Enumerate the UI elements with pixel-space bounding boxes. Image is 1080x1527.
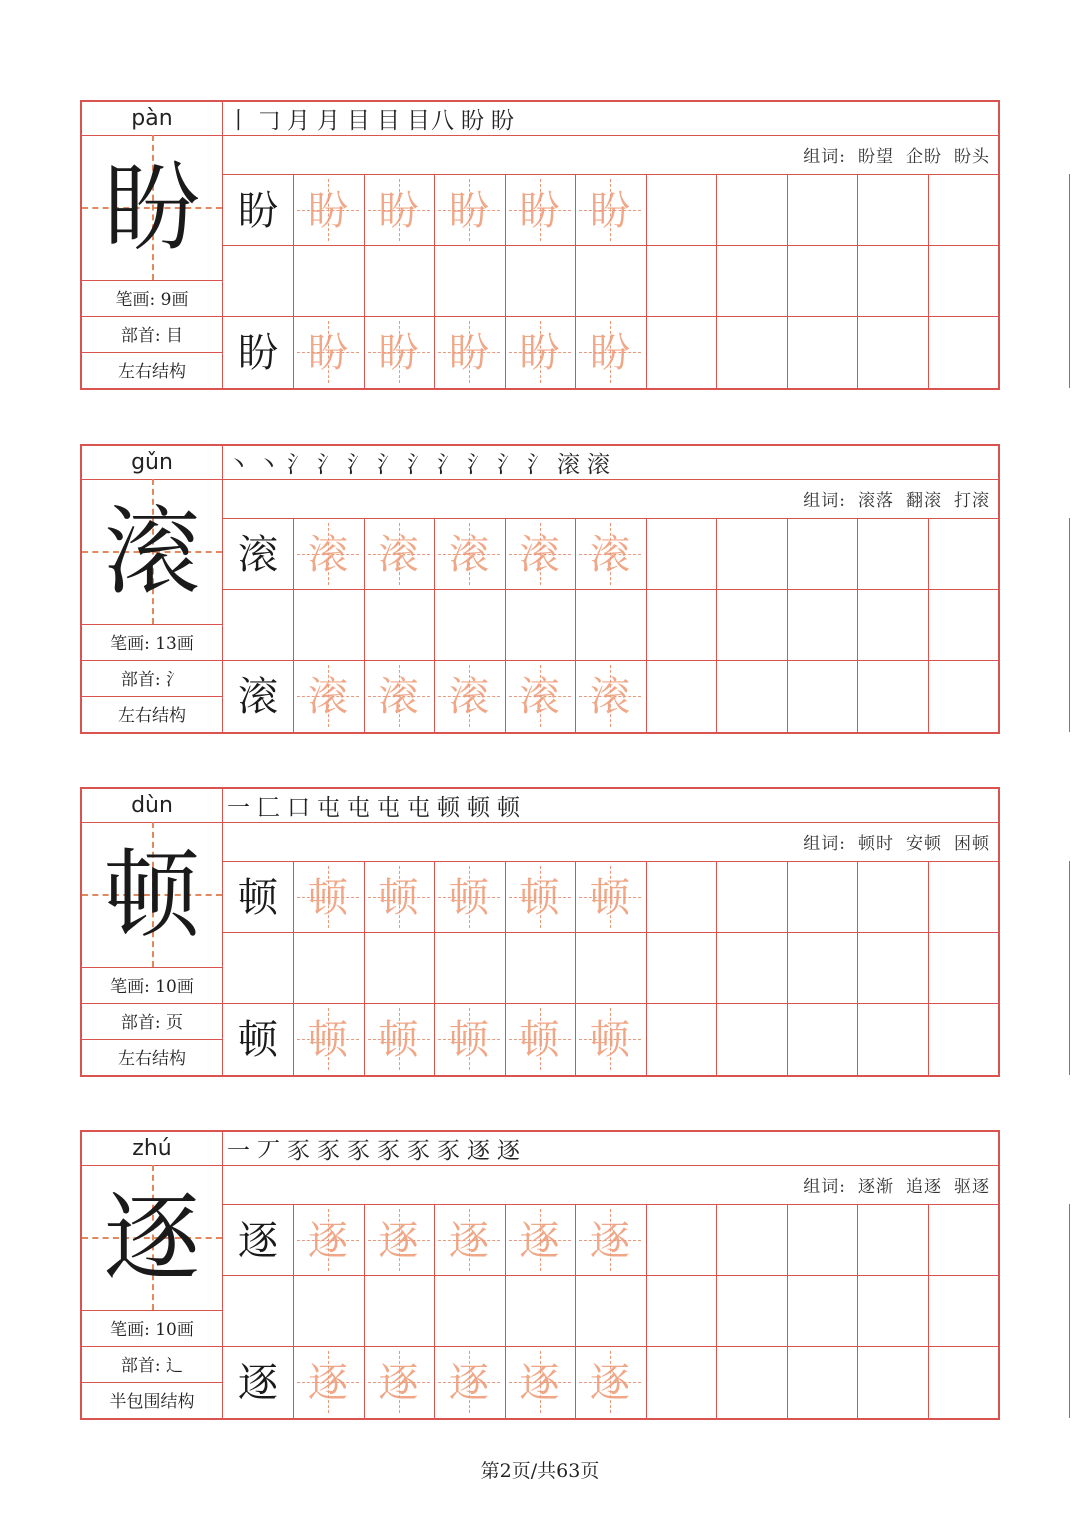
grid-line — [787, 518, 788, 732]
pinyin: gǔn — [131, 449, 173, 475]
trace-character: 顿 — [308, 1016, 348, 1063]
trace-character: 顿 — [519, 1016, 560, 1063]
grid-line — [857, 1204, 858, 1418]
trace-character: 滚 — [378, 673, 419, 720]
structure: 左右结构 — [118, 362, 186, 382]
main-character-box — [82, 479, 222, 624]
character-card — [80, 1130, 1000, 1420]
stroke-step: 豕 — [347, 1137, 371, 1164]
trace-character: 滚 — [378, 531, 419, 578]
trace-character: 盼 — [308, 187, 348, 234]
character-card — [80, 444, 1000, 734]
grid-line — [716, 1204, 717, 1418]
stroke-step: 逐 — [497, 1137, 521, 1164]
grid-line — [716, 518, 717, 732]
words-label: 组词: — [803, 491, 846, 511]
stroke-order — [227, 446, 987, 478]
words-label: 组词: — [803, 834, 846, 854]
trace-character: 盼 — [519, 187, 560, 234]
stroke-step: 𠃌 — [257, 107, 281, 134]
radical: 部首: 氵 — [120, 670, 184, 690]
trace-character: 顿 — [378, 874, 419, 921]
grid-line — [928, 174, 929, 388]
trace-character: 逐 — [590, 1217, 630, 1264]
grid-line — [1069, 861, 1070, 1075]
word-examples — [803, 829, 990, 854]
example-word: 顿时 — [858, 834, 894, 854]
structure: 半包围结构 — [109, 1392, 195, 1412]
stroke-step: 丆 — [257, 1137, 281, 1164]
pinyin: pàn — [131, 105, 173, 131]
pinyin: dùn — [131, 792, 173, 818]
grid-line — [998, 518, 999, 732]
trace-character: 逐 — [449, 1217, 489, 1264]
grid-line — [857, 174, 858, 388]
trace-character: 滚 — [308, 531, 348, 578]
model-character: 滚 — [238, 531, 278, 578]
example-word: 盼头 — [954, 147, 990, 167]
stroke-step: 月 — [287, 107, 311, 134]
stroke-step: 丨 — [227, 107, 251, 134]
stroke-step: 目八 — [407, 107, 455, 134]
stroke-step: 顿 — [437, 794, 461, 821]
stroke-order — [227, 789, 987, 821]
example-word: 逐渐 — [858, 1177, 894, 1197]
stroke-order — [227, 102, 987, 134]
stroke-step: 氵 — [527, 451, 551, 478]
grid-line — [928, 518, 929, 732]
stroke-step: 匚 — [257, 794, 281, 821]
structure: 左右结构 — [118, 1049, 186, 1069]
example-word: 盼望 — [858, 147, 894, 167]
stroke-step: 一 — [227, 794, 251, 821]
main-character: 盼 — [104, 151, 200, 264]
trace-character: 滚 — [519, 531, 560, 578]
radical: 部首: 目 — [120, 326, 184, 346]
stroke-step: 口 — [287, 794, 311, 821]
trace-character: 顿 — [590, 874, 630, 921]
trace-character: 盼 — [519, 329, 560, 376]
trace-character: 滚 — [590, 673, 630, 720]
stroke-step: 豕 — [287, 1137, 311, 1164]
trace-character: 顿 — [449, 874, 489, 921]
stroke-step: 屯 — [347, 794, 371, 821]
stroke-count: 笔画: 9画 — [115, 290, 189, 310]
trace-character: 逐 — [519, 1217, 560, 1264]
grid-line — [1069, 174, 1070, 388]
model-character: 盼 — [238, 187, 278, 234]
stroke-step: 屯 — [377, 794, 401, 821]
stroke-step: 滚 — [557, 451, 581, 478]
trace-character: 逐 — [378, 1359, 419, 1406]
stroke-step: 豕 — [407, 1137, 431, 1164]
grid-line — [787, 1204, 788, 1418]
stroke-step: 氵 — [467, 451, 491, 478]
stroke-step: 氵 — [317, 451, 341, 478]
stroke-order — [227, 1132, 987, 1164]
word-examples — [803, 142, 990, 167]
grid-line — [857, 861, 858, 1075]
stroke-step: 盼 — [461, 107, 485, 134]
main-character-box — [82, 135, 222, 280]
stroke-step: 丶 — [257, 451, 281, 478]
trace-character: 滚 — [449, 531, 489, 578]
example-word: 滚落 — [858, 491, 894, 511]
trace-character: 顿 — [449, 1016, 489, 1063]
model-character: 逐 — [238, 1217, 278, 1264]
example-word: 困顿 — [954, 834, 990, 854]
grid-line — [223, 732, 998, 733]
word-examples — [803, 486, 990, 511]
stroke-step: 氵 — [347, 451, 371, 478]
grid-line — [716, 861, 717, 1075]
stroke-step: 目 — [347, 107, 371, 134]
main-character-box — [82, 822, 222, 967]
stroke-count: 笔画: 10画 — [110, 977, 194, 997]
trace-character: 逐 — [590, 1359, 630, 1406]
radical: 部首: 页 — [120, 1013, 184, 1033]
character-card — [80, 100, 1000, 390]
grid-line — [646, 518, 647, 732]
grid-line — [857, 518, 858, 732]
words-label: 组词: — [803, 1177, 846, 1197]
stroke-step: 氵 — [437, 451, 461, 478]
word-examples — [803, 1172, 990, 1197]
trace-character: 盼 — [590, 329, 630, 376]
grid-line — [223, 388, 998, 389]
trace-character: 滚 — [449, 673, 489, 720]
grid-line — [998, 861, 999, 1075]
stroke-step: 氵 — [497, 451, 521, 478]
stroke-step: 屯 — [317, 794, 341, 821]
trace-character: 顿 — [519, 874, 560, 921]
trace-character: 滚 — [590, 531, 630, 578]
grid-line — [716, 174, 717, 388]
stroke-count: 笔画: 10画 — [110, 1320, 194, 1340]
grid-line — [1069, 1204, 1070, 1418]
main-character: 逐 — [104, 1181, 200, 1294]
stroke-step: 屯 — [407, 794, 431, 821]
example-word: 驱逐 — [954, 1177, 990, 1197]
trace-character: 盼 — [590, 187, 630, 234]
character-card — [80, 787, 1000, 1077]
main-character-box — [82, 1165, 222, 1310]
grid-line — [646, 174, 647, 388]
example-word: 追逐 — [906, 1177, 942, 1197]
stroke-step: 一 — [227, 1137, 251, 1164]
stroke-step: 豕 — [437, 1137, 461, 1164]
stroke-step: 顿 — [467, 794, 491, 821]
stroke-step: 丶 — [227, 451, 251, 478]
example-word: 安顿 — [906, 834, 942, 854]
trace-character: 盼 — [449, 187, 489, 234]
trace-character: 顿 — [308, 874, 348, 921]
stroke-step: 逐 — [467, 1137, 491, 1164]
stroke-count: 笔画: 13画 — [110, 634, 194, 654]
grid-line — [998, 174, 999, 388]
pinyin: zhú — [132, 1135, 172, 1161]
example-word: 打滚 — [954, 491, 990, 511]
page-number: 第2页/共63页 — [480, 1460, 600, 1482]
grid-line — [928, 861, 929, 1075]
stroke-step: 氵 — [377, 451, 401, 478]
main-character: 滚 — [104, 495, 200, 608]
trace-character: 逐 — [308, 1359, 348, 1406]
words-label: 组词: — [803, 147, 846, 167]
stroke-step: 氵 — [407, 451, 431, 478]
model-character: 顿 — [238, 1016, 278, 1063]
structure: 左右结构 — [118, 706, 186, 726]
trace-character: 滚 — [308, 673, 348, 720]
stroke-step: 目 — [377, 107, 401, 134]
model-character: 滚 — [238, 673, 278, 720]
grid-line — [787, 861, 788, 1075]
trace-character: 逐 — [378, 1217, 419, 1264]
grid-line — [998, 1204, 999, 1418]
trace-character: 盼 — [378, 329, 419, 376]
stroke-step: 豕 — [317, 1137, 341, 1164]
model-character: 盼 — [238, 329, 278, 376]
stroke-step: 盼 — [491, 107, 515, 134]
grid-line — [223, 1418, 998, 1419]
trace-character: 逐 — [519, 1359, 560, 1406]
trace-character: 盼 — [449, 329, 489, 376]
stroke-step: 顿 — [497, 794, 521, 821]
grid-line — [928, 1204, 929, 1418]
trace-character: 顿 — [378, 1016, 419, 1063]
grid-line — [787, 174, 788, 388]
trace-character: 逐 — [449, 1359, 489, 1406]
trace-character: 顿 — [590, 1016, 630, 1063]
radical: 部首: 辶 — [120, 1356, 184, 1376]
stroke-step: 氵 — [287, 451, 311, 478]
stroke-step: 月 — [317, 107, 341, 134]
model-character: 逐 — [238, 1359, 278, 1406]
example-word: 企盼 — [906, 147, 942, 167]
model-character: 顿 — [238, 874, 278, 921]
trace-character: 盼 — [308, 329, 348, 376]
grid-line — [223, 1075, 998, 1076]
stroke-step: 滚 — [587, 451, 611, 478]
main-character: 顿 — [104, 838, 200, 951]
trace-character: 逐 — [308, 1217, 348, 1264]
trace-character: 滚 — [519, 673, 560, 720]
grid-line — [1069, 518, 1070, 732]
trace-character: 盼 — [378, 187, 419, 234]
stroke-step: 豕 — [377, 1137, 401, 1164]
grid-line — [646, 1204, 647, 1418]
grid-line — [646, 861, 647, 1075]
example-word: 翻滚 — [906, 491, 942, 511]
